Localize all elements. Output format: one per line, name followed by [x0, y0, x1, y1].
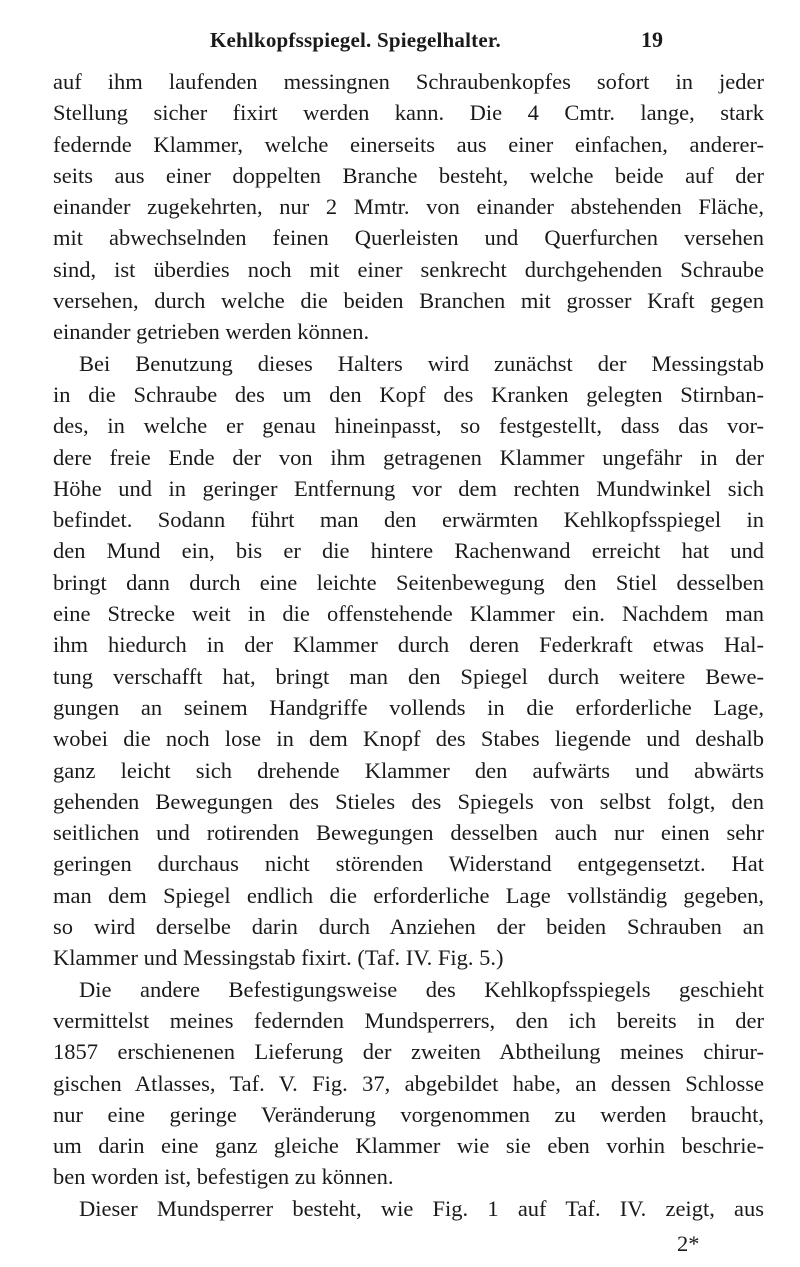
text-line: nur eine geringe Veränderung vorgenommen zu werden braucht, [53, 1101, 764, 1127]
text-line: vermittelst meines federnden Mundsperrers, den ich bereits in der [53, 1007, 764, 1033]
text-line: auf ihm laufenden messingnen Schraubenkopfes sofort in jeder [53, 69, 764, 94]
text-line: Klammer und Messingstab fixirt. (Taf. IV. Fig. 5.) [53, 945, 504, 971]
text-line: geringen durchaus nicht störenden Widerstand entgegensetzt. Hat [53, 851, 764, 877]
text-line: bringt dann durch eine leichte Seitenbewegung den Stiel desselben [53, 569, 764, 595]
text-line: in die Schraube des um den Kopf des Kranken gelegten Stirnban- [53, 381, 764, 407]
text-line: sind, ist überdies noch mit einer senkrecht durchgehenden Schraube [53, 256, 764, 282]
running-header [0, 24, 800, 56]
text-line: ben worden ist, befestigen zu können. [53, 1164, 394, 1190]
text-line: tung verschafft hat, bringt man den Spiegel durch weitere Bewe- [53, 663, 764, 689]
page-number: 19 [641, 27, 663, 52]
text-line: Stellung sicher fixirt werden kann. Die 4 Cmtr. lange, stark [53, 100, 764, 126]
text-line: Bei Benutzung dieses Halters wird zunächst der Messingstab [79, 350, 764, 376]
text-line: des, in welche er genau hineinpasst, so festgestellt, dass das vor- [53, 413, 764, 439]
text-line: einander zugekehrten, nur 2 Mmtr. von einander abstehenden Fläche, [53, 194, 764, 220]
text-line: Die andere Befestigungsweise des Kehlkopfsspiegels geschieht [79, 976, 764, 1002]
text-line: dere freie Ende der von ihm getragenen Klammer ungefähr in der [53, 444, 764, 470]
text-line: wobei die noch lose in dem Knopf des Stabes liegende und deshalb [53, 726, 764, 752]
text-line: gischen Atlasses, Taf. V. Fig. 37, abgebildet habe, an dessen Schlosse [53, 1070, 764, 1096]
text-line: 1857 erschienenen Lieferung der zweiten Abtheilung meines chirur- [53, 1039, 764, 1065]
printer-signature: 2* [677, 1231, 700, 1256]
text-line: Dieser Mundsperrer besteht, wie Fig. 1 auf Taf. IV. zeigt, aus [79, 1195, 764, 1221]
text-line: gehenden Bewegungen des Stieles des Spiegels von selbst folgt, den [53, 788, 764, 814]
text-line: einander getrieben werden können. [53, 319, 370, 345]
body-text [53, 66, 764, 1224]
text-line: eine Strecke weit in die offenstehende Klammer ein. Nachdem man [53, 601, 764, 627]
text-line: ihm hiedurch in der Klammer durch deren Federkraft etwas Hal- [53, 632, 764, 658]
text-line: Höhe und in geringer Entfernung vor dem rechten Mundwinkel sich [53, 475, 764, 501]
text-line: so wird derselbe darin durch Anziehen der beiden Schrauben an [53, 914, 764, 940]
text-line: um darin eine ganz gleiche Klammer wie sie eben vorhin beschrie- [53, 1133, 764, 1159]
text-line: federnde Klammer, welche einerseits aus einer einfachen, anderer- [53, 131, 764, 157]
text-line: versehen, durch welche die beiden Branchen mit grosser Kraft gegen [53, 288, 764, 314]
text-line: mit abwechselnden feinen Querleisten und Querfurchen versehen [53, 225, 764, 251]
text-line: ganz leicht sich drehende Klammer den aufwärts und abwärts [53, 757, 764, 783]
text-line: man dem Spiegel endlich die erforderliche Lage vollständig gegeben, [53, 882, 764, 908]
running-title: Kehlkopfsspiegel. Spiegelhalter. [210, 28, 501, 52]
text-line: gungen an seinem Handgriffe vollends in die erforderliche Lage, [53, 694, 764, 720]
text-line: den Mund ein, bis er die hintere Rachenwand erreicht hat und [53, 538, 764, 564]
text-line: seitlichen und rotirenden Bewegungen desselben auch nur einen sehr [53, 820, 764, 846]
text-line: befindet. Sodann führt man den erwärmten Kehlkopfsspiegel in [53, 507, 764, 533]
text-line: seits aus einer doppelten Branche besteht, welche beide auf der [53, 162, 764, 188]
